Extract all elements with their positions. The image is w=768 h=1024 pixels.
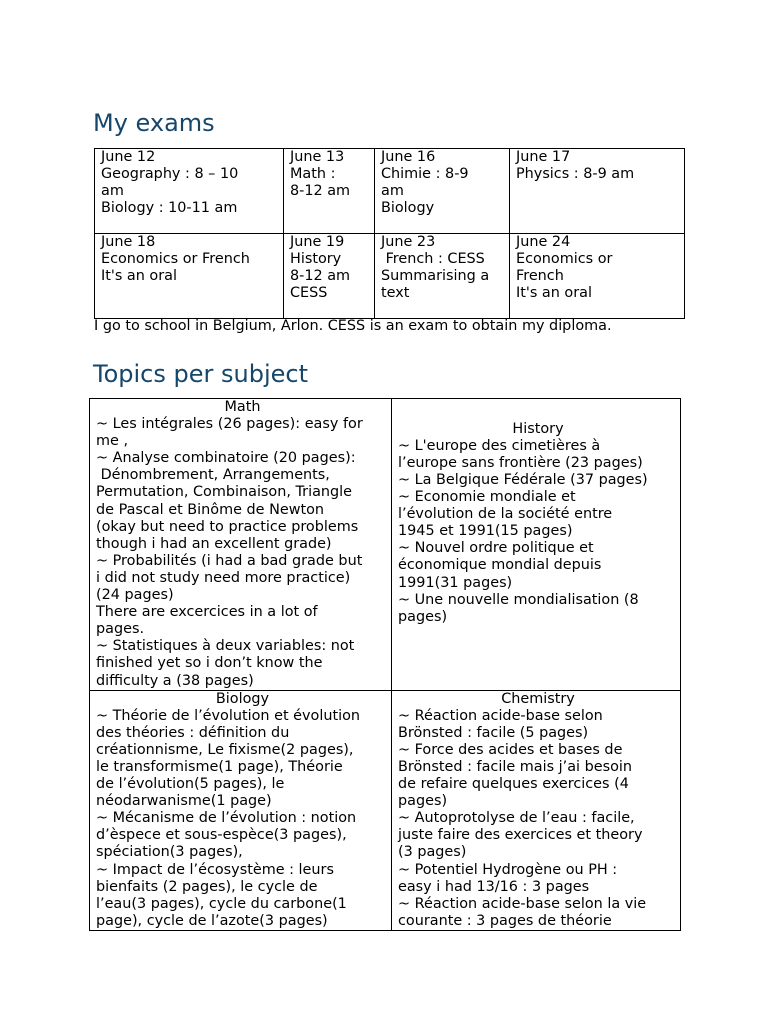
exam-detail: 8-12 am (290, 268, 351, 285)
topic-line: ~ Force des acides et bases de (398, 741, 623, 758)
exam-detail: text (381, 285, 410, 302)
exam-date: June 17 (516, 149, 571, 165)
subject-heading: Math (224, 399, 261, 415)
topic-line: (3 pages) (398, 844, 467, 861)
exam-cell (375, 234, 510, 319)
topic-line: ~ Une nouvelle mondialisation (8 (398, 591, 639, 608)
exam-date: June 18 (101, 234, 156, 250)
topic-line: pages) (398, 793, 448, 810)
topic-line: me , (96, 433, 129, 450)
topic-line: page), cycle de l’azote(3 pages) (96, 912, 328, 929)
topics-table (89, 398, 681, 931)
exam-detail: It's an oral (516, 285, 592, 302)
topic-line: (24 pages) (96, 587, 174, 604)
exam-detail: French : CESS (381, 251, 485, 268)
exam-detail: Chimie : 8-9 (381, 166, 469, 183)
topic-line: ~ Nouvel ordre politique et (398, 540, 594, 557)
topic-line: ~ Statistiques à deux variables: not (96, 638, 355, 655)
topic-line: courante : 3 pages de théorie (398, 912, 612, 929)
exam-detail: Physics : 8-9 am (516, 166, 635, 183)
exam-detail: Economics or French (101, 251, 250, 268)
exam-cell (510, 149, 685, 234)
subject-heading: History (512, 420, 564, 437)
topics-heading: Topics per subject (93, 360, 308, 388)
exam-detail: History (290, 251, 342, 268)
history-cell (392, 399, 681, 691)
exam-row (95, 234, 685, 319)
exam-detail: am (381, 183, 404, 200)
topic-line: Dénombrement, Arrangements, (96, 467, 330, 484)
exam-detail: French (516, 268, 564, 285)
topic-line: de Pascal et Binôme de Newton (96, 501, 325, 518)
topic-line: bienfaits (2 pages), le cycle de (96, 878, 318, 895)
exam-date: June 12 (101, 149, 156, 165)
topic-line: i did not study need more practice) (96, 569, 351, 586)
topics-row (90, 690, 681, 930)
topic-line: (okay but need to practice problems (96, 518, 359, 535)
exam-schedule-table (94, 148, 685, 319)
topic-line: ~ Réaction acide-base selon la vie (398, 895, 647, 912)
topic-line: ~ Réaction acide-base selon (398, 707, 603, 724)
exam-detail: It's an oral (101, 268, 177, 285)
topic-line: pages. (96, 621, 145, 638)
topic-line: ~ Analyse combinatoire (20 pages): (96, 450, 356, 467)
topic-list (398, 438, 678, 626)
topic-line: d’èspece et sous-espèce(3 pages), (96, 827, 347, 844)
topic-line: le transformisme(1 page), Théorie (96, 758, 343, 775)
topic-line: de l’évolution(5 pages), le (96, 776, 285, 793)
exam-date: June 24 (516, 234, 571, 250)
topic-line: 1945 et 1991(15 pages) (398, 523, 573, 540)
topic-line: 1991(31 pages) (398, 574, 513, 591)
topic-line: Brönsted : facile mais j’ai besoin (398, 758, 633, 775)
topic-line: ~ Economie mondiale et (398, 489, 576, 506)
exam-detail: Geography : 8 – 10 (101, 166, 239, 183)
topic-line: des théories : définition du (96, 724, 290, 741)
topic-line: économique mondial depuis (398, 557, 602, 574)
topic-line: ~ Autoprotolyse de l’eau : facile, (398, 810, 635, 827)
topic-line: ~ Les intégrales (26 pages): easy for (96, 416, 363, 433)
topic-line: finished yet so i don’t know the (96, 655, 323, 672)
exam-cell (375, 149, 510, 234)
math-cell (90, 399, 392, 691)
topic-line: néodarwanisme(1 page) (96, 793, 272, 810)
topic-list (96, 416, 389, 690)
topic-line: juste faire des exercices et theory (398, 827, 643, 844)
topic-line: ~ Impact de l’écosystème : leurs (96, 861, 334, 878)
exam-detail: Biology (381, 200, 435, 217)
topic-line: l’évolution de la société entre (398, 506, 613, 523)
topic-line: spéciation(3 pages), (96, 844, 243, 861)
exam-date: June 23 (381, 234, 436, 250)
exam-detail: am (101, 183, 124, 200)
exam-detail: 8-12 am (290, 183, 351, 200)
topic-line: pages) (398, 608, 448, 625)
exam-detail: Math : (290, 166, 336, 183)
topic-line: l’europe sans frontière (23 pages) (398, 454, 643, 471)
topic-line: ~ Potentiel Hydrogène ou PH : (398, 861, 618, 878)
topic-line: difficulty a (38 pages) (96, 672, 254, 689)
exam-cell (284, 149, 375, 234)
chemistry-cell (392, 690, 681, 930)
topic-list (96, 708, 389, 930)
topic-line: créationnisme, Le fixisme(2 pages), (96, 741, 354, 758)
topic-line: ~ Mécanisme de l’évolution : notion (96, 810, 357, 827)
exam-date: June 16 (381, 149, 436, 165)
exam-cell (95, 149, 284, 234)
exam-cell (284, 234, 375, 319)
exam-date: June 19 (290, 234, 345, 250)
topic-line: ~ Probabilités (i had a bad grade but (96, 552, 363, 569)
subject-heading: Biology (215, 690, 270, 707)
school-note: I go to school in Belgium, Arlon. CESS is an exam to obtain my diploma. (94, 318, 612, 334)
topic-line: ~ L'europe des cimetières à (398, 437, 601, 454)
topic-list (398, 708, 678, 930)
exam-cell (95, 234, 284, 319)
topic-line: easy i had 13/16 : 3 pages (398, 878, 590, 895)
topic-line: l’eau(3 pages), cycle du carbone(1 (96, 895, 347, 912)
exam-cell (510, 234, 685, 319)
topic-line: ~ La Belgique Fédérale (37 pages) (398, 472, 648, 489)
exam-row (95, 149, 685, 234)
topic-line: ~ Théorie de l’évolution et évolution (96, 707, 361, 724)
exam-date: June 13 (290, 149, 345, 165)
topics-row (90, 399, 681, 691)
biology-cell (90, 690, 392, 930)
topic-line: de refaire quelques exercices (4 (398, 776, 629, 793)
topic-line: Brönsted : facile (5 pages) (398, 724, 589, 741)
topic-line: Permutation, Combinaison, Triangle (96, 484, 353, 501)
exam-detail: Summarising a (381, 268, 490, 285)
topic-line: though i had an excellent grade) (96, 535, 332, 552)
exam-detail: CESS (290, 285, 328, 302)
exam-detail: Economics or (516, 251, 613, 268)
exam-detail: Biology : 10-11 am (101, 200, 238, 217)
topic-line: There are excercices in a lot of (96, 604, 318, 621)
exams-heading: My exams (93, 109, 215, 137)
subject-heading: Chemistry (501, 690, 575, 707)
